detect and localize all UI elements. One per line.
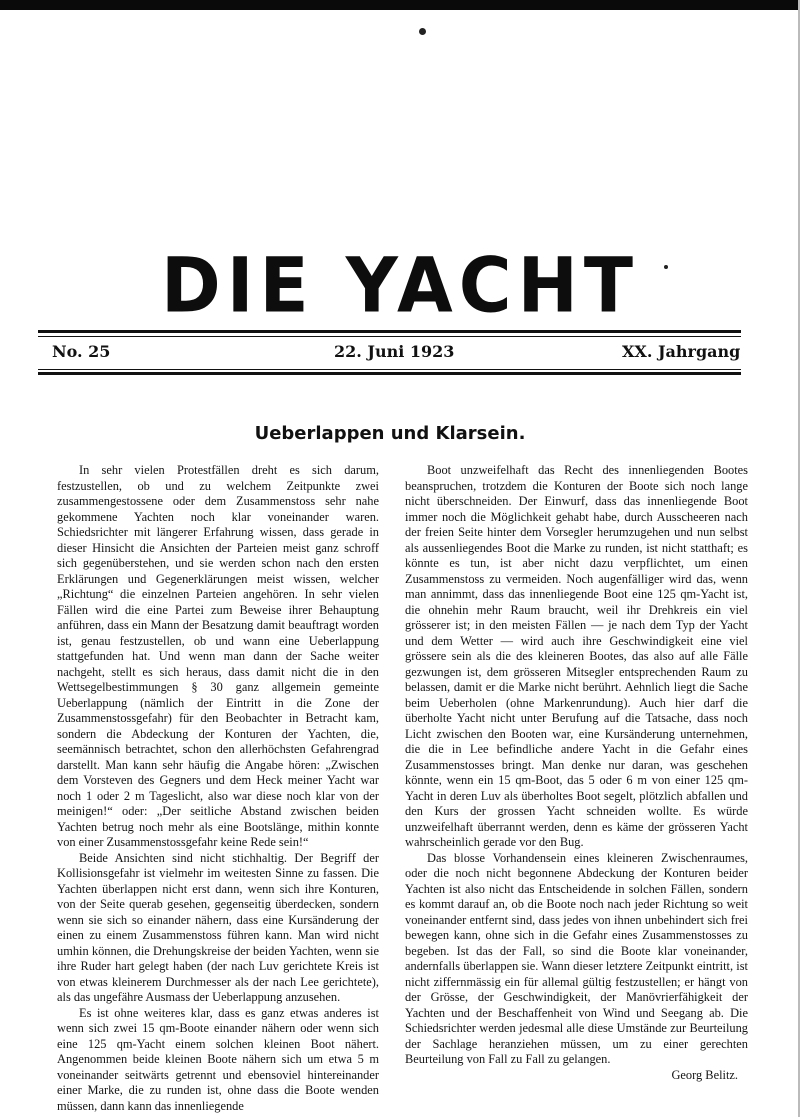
article-column-right <box>405 463 748 1083</box>
article-paragraph: Das blosse Vorhandensein eines kleineren Zwischenraumes, oder die noch nicht begonnene Abdeckung der Konturen beider Yachten ist also nicht das Entscheidende in solchen Fällen, sondern es kommt darauf an, ob die Boote noch nach jeder Richtung so weit voneinander entfernt sind, dass jedes von ihnen unbehindert sich frei bewegen kann, ohne sich in die Gefahr eines Zusammenstosses zu begeben. Ist das der Fall, so sind die Boote klar voneinander, andernfalls überlappen sie. Wann dieser letztere Zeitpunkt eintritt, ist nicht ziffernmässig ein für allemal gültig festzustellen; er hängt von der Grösse, der Geschwindigkeit, der Manövrierfähigkeit der Yachten und der Beschaffenheit von Wind und Seegang ab. Die Schiedsrichter werden jedesmal alle diese Umstände zur Beurteilung der Sachlage heranziehen müssen, um zu einer gerechten Beurteilung von Fall zu Fall zu gelangen. <box>405 850 748 1066</box>
article-paragraph: Beide Ansichten sind nicht stichhaltig. Der Begriff der Kollisionsgefahr ist vielmehr im weitesten Sinne zu fassen. Die Yachten überlappen nicht erst dann, wenn sich ihre Konturen, von der Seite querab gesehen, gegenseitig überdecken, sondern wenn sie sich so einander nähern, dass eine Kursänderung der einen zu einem Zusammenstoss führen kann. Man wird nicht umhin können, die Drehungskreise der beiden Yachten, wenn sie ihre Ruder hart gelegt haben (der nach Luv gerichtete Kreis ist von etwas kleinerem Durchmesser als der nach Lee gerichtete), als das ungefähre Ausmass der Ueberlappung anzusehen. <box>57 850 379 1004</box>
header-rule-bottom-thin <box>38 369 741 370</box>
header-rule-top-thin <box>38 336 741 337</box>
ink-speck <box>419 28 426 35</box>
volume-label: XX. Jahrgang <box>622 342 741 361</box>
header-rule-top <box>38 330 741 333</box>
issue-date: 22. Juni 1923 <box>334 342 455 361</box>
issue-number: No. 25 <box>52 342 111 361</box>
header-rule-bottom <box>38 372 741 375</box>
article-paragraph: Boot unzweifelhaft das Recht des innenliegenden Bootes beanspruchen, trotzdem die Konturen der Boote sich noch lange nicht überschneiden. Der Einwurf, dass das innenliegende Boot immer noch die Möglichkeit gehabt habe, durch Ausscheeren nach der freien Seite hinter dem Vorsegler herumzugehen und nun selbst als aussenliegendes Boot die Marke zu runden, ist nicht statthaft; es könnte es tun, ist aber nicht dazu verpflichtet, um einen Zusammenstoss zu vermeiden. Noch augenfälliger wird das, wenn man annimmt, dass das innenliegende Boot eine 125 qm-Yacht ist, die ohnehin mehr Raum braucht, weil ihr Drehkreis ein viel grösserer ist; in den meisten Fällen — je nach dem Typ der Yacht und dem Wetter — wird auch ihre Geschwindigkeit eine viel grössere sein als die des kleineren Bootes, das also auf alle Fälle gezwungen ist, dem grösseren Mitsegler entsprechenden Raum zu belassen, damit er die Marke nicht berührt. Aehnlich liegt die Sache beim Ueberholen (ohne Markenrundung). Auch hier darf die überholte Yacht nicht unter Berufung auf die Tatsache, dass noch Licht zwischen den Booten war, eine Kursänderung unternehmen, die die in Lee befindliche andere Yacht in die Gefahr eines Zusammenstosses bringt. Man denke nur daran, was geschehen könnte, wenn ein 15 qm-Boot, das 5 oder 6 m von einer 125 qm-Yacht in deren Luv als überholtes Boot segelt, plötzlich abfallen und den Kurs der grossen Yacht schneiden wollte. Es würde unzweifelhaft überrannt werden, denn es käme der grösseren Yacht wahrscheinlich gerade vor den Bug. <box>405 463 748 849</box>
article-column-left <box>57 463 379 1114</box>
scan-top-border <box>0 0 800 10</box>
article-title: Ueberlappen und Klarsein. <box>254 423 526 444</box>
masthead-title: DIE YACHT <box>161 240 639 330</box>
article-paragraph: Es ist ohne weiteres klar, dass es ganz etwas anderes ist wenn sich zwei 15 qm-Boote einander nähern oder wenn sich eine 125 qm-Yacht einem solchen kleinen Boot nähert. Angenommen beide kleinen Boote nähern sich um etwa 5 m voneinander seitwärts getrennt und ebensoviel hintereinander einer Marke, die zu runden ist, ohne dass die Boote wenden müssen, dann kann das innenliegende <box>57 1005 379 1113</box>
article-paragraph: In sehr vielen Protestfällen dreht es sich darum, festzustellen, ob und zu welchem Zeitpunkte zwei zusammengestossene oder dem Zusammenstoss sehr nahe gekommene Yachten noch klar voneinander waren. Schiedsrichter mit längerer Erfahrung wissen, dass gerade in dieser Hinsicht die Ansichten der Parteien meist ganz schroff sich gegenüberstehen, und sie werden schon nach den ersten Erklärungen und Gegenerklärungen meist wissen, welcher „Richtung“ die einzelnen Parteien angehören. In sehr vielen Fällen wird die eine Partei zum Beweise ihrer Behauptung anführen, dass ein Mann der Besatzung damit beauftragt worden ist, genau festzustellen, ob und wann eine Ueberlappung stattgefunden hat. Und wenn man dann der Sache weiter nachgeht, stellt es sich heraus, dass damit nicht die in den Wettsegelbestimmungen § 30 ganz allgemein gemeinte Ueberlappung (nämlich der Eintritt in die Zone der Zusammenstossgefahr) für den Beobachter in Betracht kam, sondern die Abdeckung der Konturen der Yachten, die, seemännisch betrachtet, schon den allerhöchsten Gefahrengrad darstellt. Man kann sehr häufig die Angabe hören: „Zwischen dem Vorsteven des Gegners und dem Heck meiner Yacht war noch 1 oder 2 m Tageslicht, also war diese noch klar von der meinigen!“ oder: „Der seitliche Abstand zwischen beiden Yachten betrug noch mehr als eine Bootslänge, mithin konnte von einer Zusammenstossgefahr keine Rede sein!“ <box>57 463 379 849</box>
author-signature: Georg Belitz. <box>671 1067 738 1082</box>
issue-info-line <box>38 342 741 366</box>
